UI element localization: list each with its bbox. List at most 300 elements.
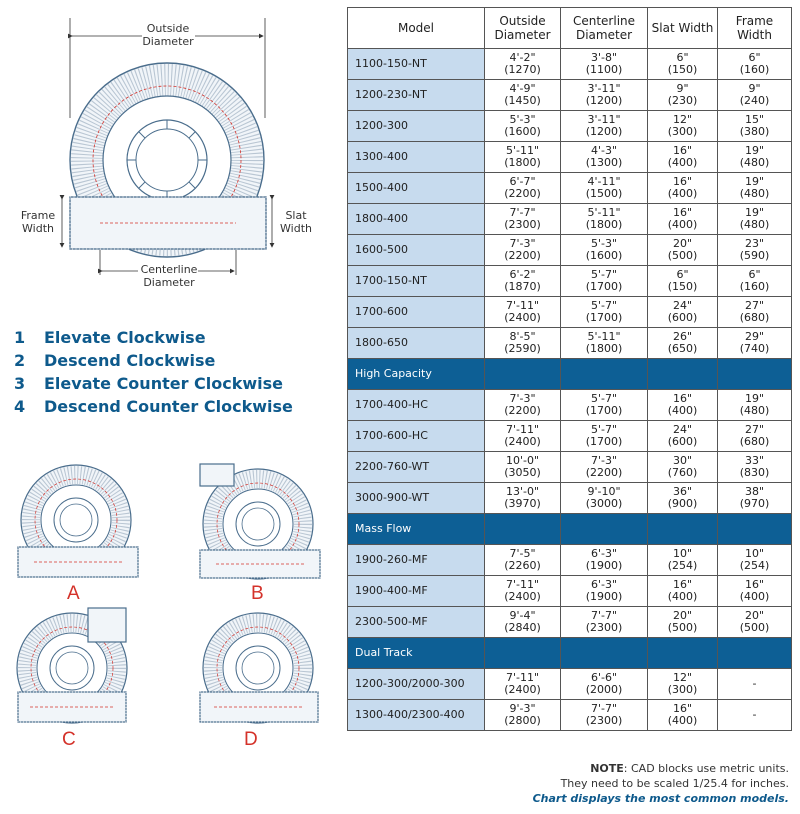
imperial-value: 4'-9" xyxy=(509,82,536,95)
imperial-value: 29" xyxy=(744,330,765,343)
section-blank-cell xyxy=(485,638,561,669)
outside-diameter-cell xyxy=(485,452,561,483)
slat-width-cell xyxy=(648,390,718,421)
imperial-value: 3'-8" xyxy=(590,51,618,64)
table-row xyxy=(348,328,792,359)
imperial-value: 6'-7" xyxy=(509,175,536,188)
outside-diameter-cell xyxy=(485,235,561,266)
model-cell: 1800-400 xyxy=(348,204,485,235)
metric-value: (300) xyxy=(667,125,698,138)
imperial-value: 24" xyxy=(672,299,693,312)
metric-value: (830) xyxy=(739,466,770,479)
section-blank-cell xyxy=(485,514,561,545)
slat-width-cell xyxy=(648,483,718,514)
metric-value: (1800) xyxy=(504,156,541,169)
metric-value: (1870) xyxy=(504,280,541,293)
imperial-value: 5'-7" xyxy=(590,423,618,436)
metric-value: (1300) xyxy=(585,156,623,169)
frame-width-cell xyxy=(718,700,792,731)
metric-value: (1700) xyxy=(585,280,623,293)
centerline-diameter-cell xyxy=(561,297,648,328)
metric-value: (1100) xyxy=(585,63,623,76)
slat-width-cell xyxy=(648,607,718,638)
outside-diameter-cell xyxy=(485,328,561,359)
direction-list xyxy=(14,326,293,418)
imperial-value: 7'-11" xyxy=(505,578,540,591)
metric-value: (150) xyxy=(667,280,698,293)
imperial-value: 10'-0" xyxy=(505,454,540,467)
frame-width-cell xyxy=(718,111,792,142)
section-blank-cell xyxy=(485,359,561,390)
outside-diameter-cell xyxy=(485,607,561,638)
model-cell: 1900-260-MF xyxy=(348,545,485,576)
model-cell: 1300-400 xyxy=(348,142,485,173)
frame-width-cell xyxy=(718,328,792,359)
imperial-value: 24" xyxy=(672,423,693,436)
imperial-value: 33" xyxy=(744,454,765,467)
metric-value: (680) xyxy=(739,311,770,324)
imperial-value: 20" xyxy=(672,609,693,622)
section-blank-cell xyxy=(718,359,792,390)
imperial-value: 16" xyxy=(672,578,693,591)
header-model: Model xyxy=(348,8,485,49)
frame-width-cell xyxy=(718,235,792,266)
outside-diameter-cell xyxy=(485,297,561,328)
table-row xyxy=(348,669,792,700)
outside-diameter-cell xyxy=(485,204,561,235)
imperial-value: 19" xyxy=(744,144,765,157)
imperial-value: 5'-3" xyxy=(590,237,618,250)
slat-width-cell xyxy=(648,700,718,731)
centerline-diameter-cell xyxy=(561,607,648,638)
model-cell: 1300-400/2300-400 xyxy=(348,700,485,731)
imperial-value: 7'-7" xyxy=(509,206,536,219)
imperial-value: 5'-7" xyxy=(590,268,618,281)
direction-item: 2 Descend Clockwise xyxy=(14,351,216,370)
metric-value: (1700) xyxy=(585,435,623,448)
direction-item: 1 Elevate Clockwise xyxy=(14,328,206,347)
slat-width-cell xyxy=(648,297,718,328)
centerline-diameter-cell xyxy=(561,204,648,235)
metric-value: (1500) xyxy=(585,187,623,200)
outside-diameter-cell xyxy=(485,390,561,421)
centerline-diameter-cell xyxy=(561,266,648,297)
frame-width-cell xyxy=(718,266,792,297)
frame-width-cell xyxy=(718,390,792,421)
frame-width-cell xyxy=(718,452,792,483)
imperial-value: 5'-7" xyxy=(590,299,618,312)
metric-value: (3000) xyxy=(585,497,623,510)
metric-value: (1450) xyxy=(504,94,541,107)
slat-width-cell xyxy=(648,49,718,80)
model-cell: 1700-600 xyxy=(348,297,485,328)
section-blank-cell xyxy=(648,514,718,545)
imperial-value: 20" xyxy=(744,609,765,622)
metric-value: (500) xyxy=(739,621,770,634)
centerline-diameter-cell xyxy=(561,452,648,483)
metric-value: (1270) xyxy=(504,63,541,76)
imperial-value: 9" xyxy=(676,82,689,95)
outside-diameter-cell xyxy=(485,80,561,111)
model-cell: 3000-900-WT xyxy=(348,483,485,514)
frame-width-cell xyxy=(718,49,792,80)
model-cell: 1200-300/2000-300 xyxy=(348,669,485,700)
imperial-value: 16" xyxy=(672,144,693,157)
imperial-value: 16" xyxy=(744,578,765,591)
frame-width-cell xyxy=(718,576,792,607)
imperial-value: 7'-7" xyxy=(590,702,618,715)
centerline-diameter-cell xyxy=(561,390,648,421)
metric-value: (900) xyxy=(667,497,698,510)
metric-value: (2200) xyxy=(504,187,541,200)
imperial-value: 9'-4" xyxy=(509,609,536,622)
centerline-diameter-cell xyxy=(561,142,648,173)
model-cell: 1800-650 xyxy=(348,328,485,359)
imperial-value: 6" xyxy=(748,268,761,281)
imperial-value: 3'-11" xyxy=(587,113,621,126)
table-row xyxy=(348,483,792,514)
section-blank-cell xyxy=(648,638,718,669)
metric-value: (254) xyxy=(667,559,698,572)
imperial-value: 16" xyxy=(672,175,693,188)
imperial-value: 7'-5" xyxy=(509,547,536,560)
metric-value: (254) xyxy=(739,559,770,572)
frame-width-cell xyxy=(718,173,792,204)
imperial-value: 6" xyxy=(748,51,761,64)
metric-value: (2400) xyxy=(504,590,541,603)
outside-diameter-cell xyxy=(485,111,561,142)
outside-diameter-cell xyxy=(485,576,561,607)
imperial-value: 38" xyxy=(744,485,765,498)
header-frame-width: Frame Width xyxy=(718,8,792,49)
frame-width-cell xyxy=(718,421,792,452)
frame-width-cell xyxy=(718,204,792,235)
direction-item: 3 Elevate Counter Clockwise xyxy=(14,374,284,393)
imperial-value: 7'-11" xyxy=(505,299,540,312)
frame-width-label: Frame Width xyxy=(20,209,56,235)
table-row xyxy=(348,607,792,638)
section-header-row xyxy=(348,514,792,545)
metric-value: (970) xyxy=(739,497,770,510)
table-row xyxy=(348,452,792,483)
metric-value: (2260) xyxy=(504,559,541,572)
imperial-value: 19" xyxy=(744,175,765,188)
imperial-value: 6'-2" xyxy=(509,268,536,281)
centerline-diameter-cell xyxy=(561,669,648,700)
imperial-value: 12" xyxy=(672,671,693,684)
table-row xyxy=(348,204,792,235)
outside-diameter-cell xyxy=(485,173,561,204)
slat-width-cell xyxy=(648,669,718,700)
imperial-value: 27" xyxy=(744,423,765,436)
imperial-value: 7'-7" xyxy=(590,609,618,622)
metric-value: (500) xyxy=(667,249,698,262)
centerline-diameter-label: Centerline Diameter xyxy=(140,263,198,289)
table-row xyxy=(348,700,792,731)
table-row xyxy=(348,576,792,607)
metric-value: (480) xyxy=(739,187,770,200)
imperial-value: 16" xyxy=(672,702,693,715)
model-cell: 2300-500-MF xyxy=(348,607,485,638)
header-centerline-diameter: Centerline Diameter xyxy=(561,8,648,49)
metric-value: (1900) xyxy=(585,559,623,572)
metric-value: (400) xyxy=(667,156,698,169)
centerline-diameter-cell xyxy=(561,80,648,111)
metric-value: (230) xyxy=(667,94,698,107)
metric-value: (400) xyxy=(667,187,698,200)
metric-value: (600) xyxy=(667,435,698,448)
section-blank-cell xyxy=(718,514,792,545)
table-row xyxy=(348,421,792,452)
centerline-diameter-cell xyxy=(561,328,648,359)
metric-value: (2400) xyxy=(504,683,541,696)
model-spec-table-wrapper xyxy=(347,7,791,731)
variant-label-a: A xyxy=(67,583,80,604)
model-cell: 1200-230-NT xyxy=(348,80,485,111)
imperial-value: 12" xyxy=(672,113,693,126)
metric-value: (2200) xyxy=(585,466,623,479)
slat-width-cell xyxy=(648,173,718,204)
outside-diameter-cell xyxy=(485,669,561,700)
centerline-diameter-cell xyxy=(561,700,648,731)
slat-width-cell xyxy=(648,142,718,173)
metric-value: (1200) xyxy=(585,125,623,138)
model-cell: 1900-400-MF xyxy=(348,576,485,607)
diagram-panel xyxy=(0,0,345,814)
table-row xyxy=(348,266,792,297)
slat-width-cell xyxy=(648,80,718,111)
metric-value: (1600) xyxy=(585,249,623,262)
slat-width-cell xyxy=(648,111,718,142)
frame-width-cell xyxy=(718,545,792,576)
metric-value: (1700) xyxy=(585,404,623,417)
slat-width-cell xyxy=(648,328,718,359)
variant-diagram-d xyxy=(196,606,326,726)
table-row xyxy=(348,111,792,142)
metric-value: (400) xyxy=(667,590,698,603)
imperial-value: 15" xyxy=(744,113,765,126)
metric-value: (480) xyxy=(739,218,770,231)
model-cell: 1600-500 xyxy=(348,235,485,266)
centerline-diameter-cell xyxy=(561,576,648,607)
model-cell: 1200-300 xyxy=(348,111,485,142)
imperial-value: 6" xyxy=(676,51,689,64)
variant-diagram-a xyxy=(14,462,144,582)
imperial-value: 16" xyxy=(672,206,693,219)
metric-value: (1700) xyxy=(585,311,623,324)
variant-diagram-b xyxy=(196,462,326,582)
frame-width-cell xyxy=(718,142,792,173)
metric-value: (2200) xyxy=(504,249,541,262)
table-body xyxy=(348,49,792,731)
imperial-value: 5'-7" xyxy=(590,392,618,405)
imperial-value: 9'-10" xyxy=(587,485,621,498)
metric-value: (740) xyxy=(739,342,770,355)
metric-value: (1800) xyxy=(585,342,623,355)
frame-width-cell xyxy=(718,669,792,700)
header-slat-width: Slat Width xyxy=(648,8,718,49)
imperial-value: 6'-3" xyxy=(590,547,618,560)
section-title: Mass Flow xyxy=(348,514,485,545)
model-cell: 1700-600-HC xyxy=(348,421,485,452)
imperial-value: 5'-3" xyxy=(509,113,536,126)
section-blank-cell xyxy=(561,514,648,545)
imperial-value: 9'-3" xyxy=(509,702,536,715)
metric-value: (500) xyxy=(667,621,698,634)
imperial-value: 7'-3" xyxy=(509,392,536,405)
table-row xyxy=(348,80,792,111)
metric-value: (2300) xyxy=(585,621,623,634)
imperial-value: - xyxy=(752,677,757,690)
metric-value: (300) xyxy=(667,683,698,696)
frame-width-cell xyxy=(718,80,792,111)
section-title: High Capacity xyxy=(348,359,485,390)
imperial-value: 10" xyxy=(672,547,693,560)
slat-width-cell xyxy=(648,576,718,607)
metric-value: (400) xyxy=(667,404,698,417)
outside-diameter-cell xyxy=(485,483,561,514)
centerline-diameter-cell xyxy=(561,173,648,204)
metric-value: (2300) xyxy=(504,218,541,231)
slat-width-cell xyxy=(648,235,718,266)
metric-value: (590) xyxy=(739,249,770,262)
table-row xyxy=(348,545,792,576)
imperial-value: 4'-11" xyxy=(587,175,621,188)
metric-value: (3970) xyxy=(504,497,541,510)
imperial-value: 4'-2" xyxy=(509,51,536,64)
frame-width-cell xyxy=(718,483,792,514)
imperial-value: 36" xyxy=(672,485,693,498)
footnote: NOTE: CAD blocks use metric units. They need to be scaled 1/25.4 for inches. Chart displays the most common models. xyxy=(532,762,789,805)
centerline-diameter-cell xyxy=(561,421,648,452)
table-row xyxy=(348,390,792,421)
variant-label-d: D xyxy=(244,729,258,750)
imperial-value: 26" xyxy=(672,330,693,343)
imperial-value: 19" xyxy=(744,206,765,219)
metric-value: (160) xyxy=(739,63,770,76)
imperial-value: 7'-11" xyxy=(505,671,540,684)
imperial-value: 6'-6" xyxy=(590,671,618,684)
model-spec-table xyxy=(347,7,792,731)
centerline-diameter-cell xyxy=(561,545,648,576)
variant-diagram-c xyxy=(14,606,144,726)
metric-value: (1800) xyxy=(585,218,623,231)
imperial-value: 6" xyxy=(676,268,689,281)
centerline-diameter-cell xyxy=(561,483,648,514)
header-outside-diameter: Outside Diameter xyxy=(485,8,561,49)
imperial-value: 3'-11" xyxy=(587,82,621,95)
section-blank-cell xyxy=(561,359,648,390)
imperial-value: 16" xyxy=(672,392,693,405)
imperial-value: 6'-3" xyxy=(590,578,618,591)
imperial-value: 30" xyxy=(672,454,693,467)
metric-value: (650) xyxy=(667,342,698,355)
table-row xyxy=(348,142,792,173)
table-row xyxy=(348,173,792,204)
metric-value: (480) xyxy=(739,404,770,417)
metric-value: (160) xyxy=(739,280,770,293)
metric-value: (760) xyxy=(667,466,698,479)
slat-width-cell xyxy=(648,421,718,452)
outside-diameter-cell xyxy=(485,142,561,173)
metric-value: (2400) xyxy=(504,311,541,324)
centerline-diameter-cell xyxy=(561,111,648,142)
metric-value: (2000) xyxy=(585,683,623,696)
section-title: Dual Track xyxy=(348,638,485,669)
imperial-value: 5'-11" xyxy=(505,144,540,157)
imperial-value: 10" xyxy=(744,547,765,560)
model-cell: 2200-760-WT xyxy=(348,452,485,483)
centerline-diameter-cell xyxy=(561,235,648,266)
imperial-value: - xyxy=(752,708,757,721)
metric-value: (240) xyxy=(739,94,770,107)
metric-value: (1900) xyxy=(585,590,623,603)
section-header-row xyxy=(348,359,792,390)
metric-value: (150) xyxy=(667,63,698,76)
outside-diameter-cell xyxy=(485,49,561,80)
slat-width-cell xyxy=(648,545,718,576)
imperial-value: 5'-11" xyxy=(587,330,621,343)
imperial-value: 5'-11" xyxy=(587,206,621,219)
metric-value: (2200) xyxy=(504,404,541,417)
imperial-value: 7'-3" xyxy=(509,237,536,250)
imperial-value: 9" xyxy=(748,82,761,95)
model-cell: 1100-150-NT xyxy=(348,49,485,80)
model-cell: 1700-400-HC xyxy=(348,390,485,421)
metric-value: (3050) xyxy=(504,466,541,479)
imperial-value: 7'-11" xyxy=(505,423,540,436)
variant-label-c: C xyxy=(62,729,76,750)
metric-value: (480) xyxy=(739,156,770,169)
metric-value: (400) xyxy=(667,218,698,231)
metric-value: (400) xyxy=(739,590,770,603)
outside-diameter-cell xyxy=(485,700,561,731)
metric-value: (380) xyxy=(739,125,770,138)
table-row xyxy=(348,297,792,328)
outside-diameter-cell xyxy=(485,266,561,297)
outside-diameter-cell xyxy=(485,421,561,452)
metric-value: (1200) xyxy=(585,94,623,107)
outside-diameter-label: Outside Diameter xyxy=(142,22,194,48)
metric-value: (2400) xyxy=(504,435,541,448)
centerline-diameter-cell xyxy=(561,49,648,80)
metric-value: (680) xyxy=(739,435,770,448)
slat-width-label: Slat Width xyxy=(280,209,312,235)
table-header-row xyxy=(348,8,792,49)
slat-width-cell xyxy=(648,204,718,235)
section-blank-cell xyxy=(561,638,648,669)
metric-value: (2800) xyxy=(504,714,541,727)
table-row xyxy=(348,49,792,80)
imperial-value: 23" xyxy=(744,237,765,250)
direction-item: 4 Descend Counter Clockwise xyxy=(14,397,293,416)
imperial-value: 4'-3" xyxy=(590,144,618,157)
frame-width-cell xyxy=(718,297,792,328)
metric-value: (1600) xyxy=(504,125,541,138)
imperial-value: 7'-3" xyxy=(590,454,618,467)
slat-width-cell xyxy=(648,452,718,483)
metric-value: (2840) xyxy=(504,621,541,634)
metric-value: (2300) xyxy=(585,714,623,727)
imperial-value: 8'-5" xyxy=(509,330,536,343)
metric-value: (600) xyxy=(667,311,698,324)
imperial-value: 13'-0" xyxy=(505,485,540,498)
variant-label-b: B xyxy=(251,583,264,604)
imperial-value: 20" xyxy=(672,237,693,250)
imperial-value: 27" xyxy=(744,299,765,312)
section-header-row xyxy=(348,638,792,669)
model-cell: 1500-400 xyxy=(348,173,485,204)
